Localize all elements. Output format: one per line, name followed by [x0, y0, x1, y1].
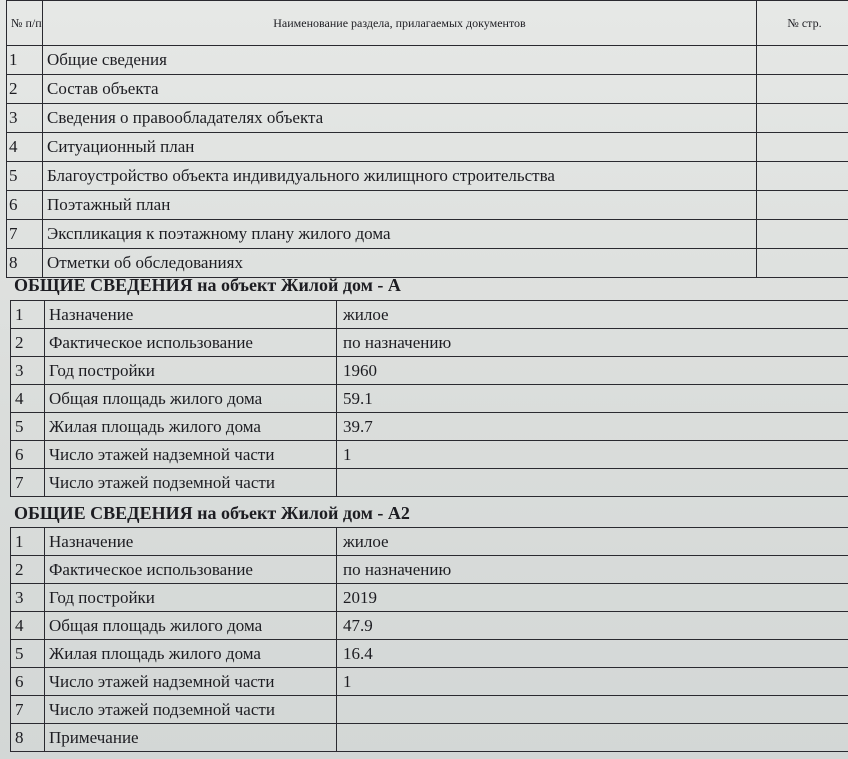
contents-row-num: 4 — [7, 133, 43, 162]
info-row-num: 7 — [11, 469, 45, 497]
contents-row-num: 5 — [7, 162, 43, 191]
info-row — [11, 556, 848, 584]
info-row-label: Общая площадь жилого дома — [45, 385, 337, 413]
info-row-num: 1 — [11, 528, 45, 556]
info-row-value: 1960 — [337, 357, 848, 385]
contents-row-name: Отметки об обследованиях — [43, 249, 757, 278]
info-row-value — [337, 724, 848, 752]
info-row-num: 6 — [11, 441, 45, 469]
info-row — [11, 301, 848, 329]
contents-row — [7, 220, 848, 249]
info-row-value: 16.4 — [337, 640, 848, 668]
contents-row-name: Ситуационный план — [43, 133, 757, 162]
contents-row — [7, 133, 848, 162]
contents-header-num: № п/п — [7, 1, 43, 46]
contents-body — [7, 46, 848, 278]
section-a2-table — [10, 527, 848, 752]
info-row-label: Фактическое использование — [45, 329, 337, 357]
info-row — [11, 724, 848, 752]
section-a-table — [10, 300, 848, 497]
info-row-num: 3 — [11, 584, 45, 612]
contents-row-num: 1 — [7, 46, 43, 75]
contents-row — [7, 104, 848, 133]
info-row-label: Жилая площадь жилого дома — [45, 413, 337, 441]
info-row-value: по назначению — [337, 329, 848, 357]
info-row — [11, 357, 848, 385]
contents-row — [7, 162, 848, 191]
contents-header-page: № стр. — [757, 1, 848, 46]
info-row-value: жилое — [337, 301, 848, 329]
info-row-value — [337, 469, 848, 497]
info-row-value: 39.7 — [337, 413, 848, 441]
info-row-label: Назначение — [45, 528, 337, 556]
contents-row — [7, 75, 848, 104]
info-row — [11, 413, 848, 441]
contents-header-name: Наименование раздела, прилагаемых документов — [43, 1, 757, 46]
info-row-value: 1 — [337, 668, 848, 696]
info-row — [11, 612, 848, 640]
info-row-num: 6 — [11, 668, 45, 696]
info-row-num: 2 — [11, 329, 45, 357]
info-row-value: 1 — [337, 441, 848, 469]
info-row-num: 3 — [11, 357, 45, 385]
contents-row-name: Благоустройство объекта индивидуального жилищного строительства — [43, 162, 757, 191]
info-row-value: 2019 — [337, 584, 848, 612]
info-row-label: Примечание — [45, 724, 337, 752]
info-row-label: Год постройки — [45, 357, 337, 385]
contents-row-num: 6 — [7, 191, 43, 220]
info-row-value: жилое — [337, 528, 848, 556]
info-row — [11, 696, 848, 724]
info-row-num: 1 — [11, 301, 45, 329]
info-row — [11, 469, 848, 497]
info-row-value: 59.1 — [337, 385, 848, 413]
contents-row-num: 7 — [7, 220, 43, 249]
info-row-label: Жилая площадь жилого дома — [45, 640, 337, 668]
info-row-num: 7 — [11, 696, 45, 724]
contents-row-page — [757, 162, 848, 191]
info-row-num: 4 — [11, 612, 45, 640]
section-a2-body — [11, 528, 848, 752]
info-row — [11, 640, 848, 668]
info-row — [11, 441, 848, 469]
info-row-num: 5 — [11, 640, 45, 668]
info-row-label: Фактическое использование — [45, 556, 337, 584]
contents-row-name: Общие сведения — [43, 46, 757, 75]
info-row — [11, 584, 848, 612]
contents-row-num: 3 — [7, 104, 43, 133]
info-row — [11, 528, 848, 556]
section-a2-title: ОБЩИЕ СВЕДЕНИЯ на объект Жилой дом - А2 — [14, 503, 410, 523]
info-row-value — [337, 696, 848, 724]
contents-row — [7, 46, 848, 75]
info-row — [11, 329, 848, 357]
contents-header-row — [7, 1, 848, 46]
contents-row-name: Экспликация к поэтажному плану жилого дома — [43, 220, 757, 249]
contents-row-name: Сведения о правообладателях объекта — [43, 104, 757, 133]
contents-row-page — [757, 46, 848, 75]
info-row-num: 5 — [11, 413, 45, 441]
info-row-label: Число этажей подземной части — [45, 696, 337, 724]
info-row-label: Назначение — [45, 301, 337, 329]
contents-row-name: Состав объекта — [43, 75, 757, 104]
info-row — [11, 385, 848, 413]
contents-row-name: Поэтажный план — [43, 191, 757, 220]
contents-row-num: 2 — [7, 75, 43, 104]
contents-row-num: 8 — [7, 249, 43, 278]
section-a-body — [11, 301, 848, 497]
section-a-title: ОБЩИЕ СВЕДЕНИЯ на объект Жилой дом - А — [14, 275, 401, 295]
contents-row-page — [757, 191, 848, 220]
info-row-num: 2 — [11, 556, 45, 584]
info-row-value: 47.9 — [337, 612, 848, 640]
contents-row-page — [757, 220, 848, 249]
info-row-num: 4 — [11, 385, 45, 413]
contents-row-page — [757, 104, 848, 133]
info-row-label: Число этажей подземной части — [45, 469, 337, 497]
info-row-num: 8 — [11, 724, 45, 752]
contents-table — [6, 0, 848, 278]
info-row-label: Год постройки — [45, 584, 337, 612]
info-row-label: Число этажей надземной части — [45, 668, 337, 696]
info-row — [11, 668, 848, 696]
contents-row — [7, 191, 848, 220]
info-row-label: Число этажей надземной части — [45, 441, 337, 469]
contents-row-page — [757, 75, 848, 104]
info-row-value: по назначению — [337, 556, 848, 584]
info-row-label: Общая площадь жилого дома — [45, 612, 337, 640]
contents-row — [7, 249, 848, 278]
contents-row-page — [757, 133, 848, 162]
contents-row-page — [757, 249, 848, 278]
